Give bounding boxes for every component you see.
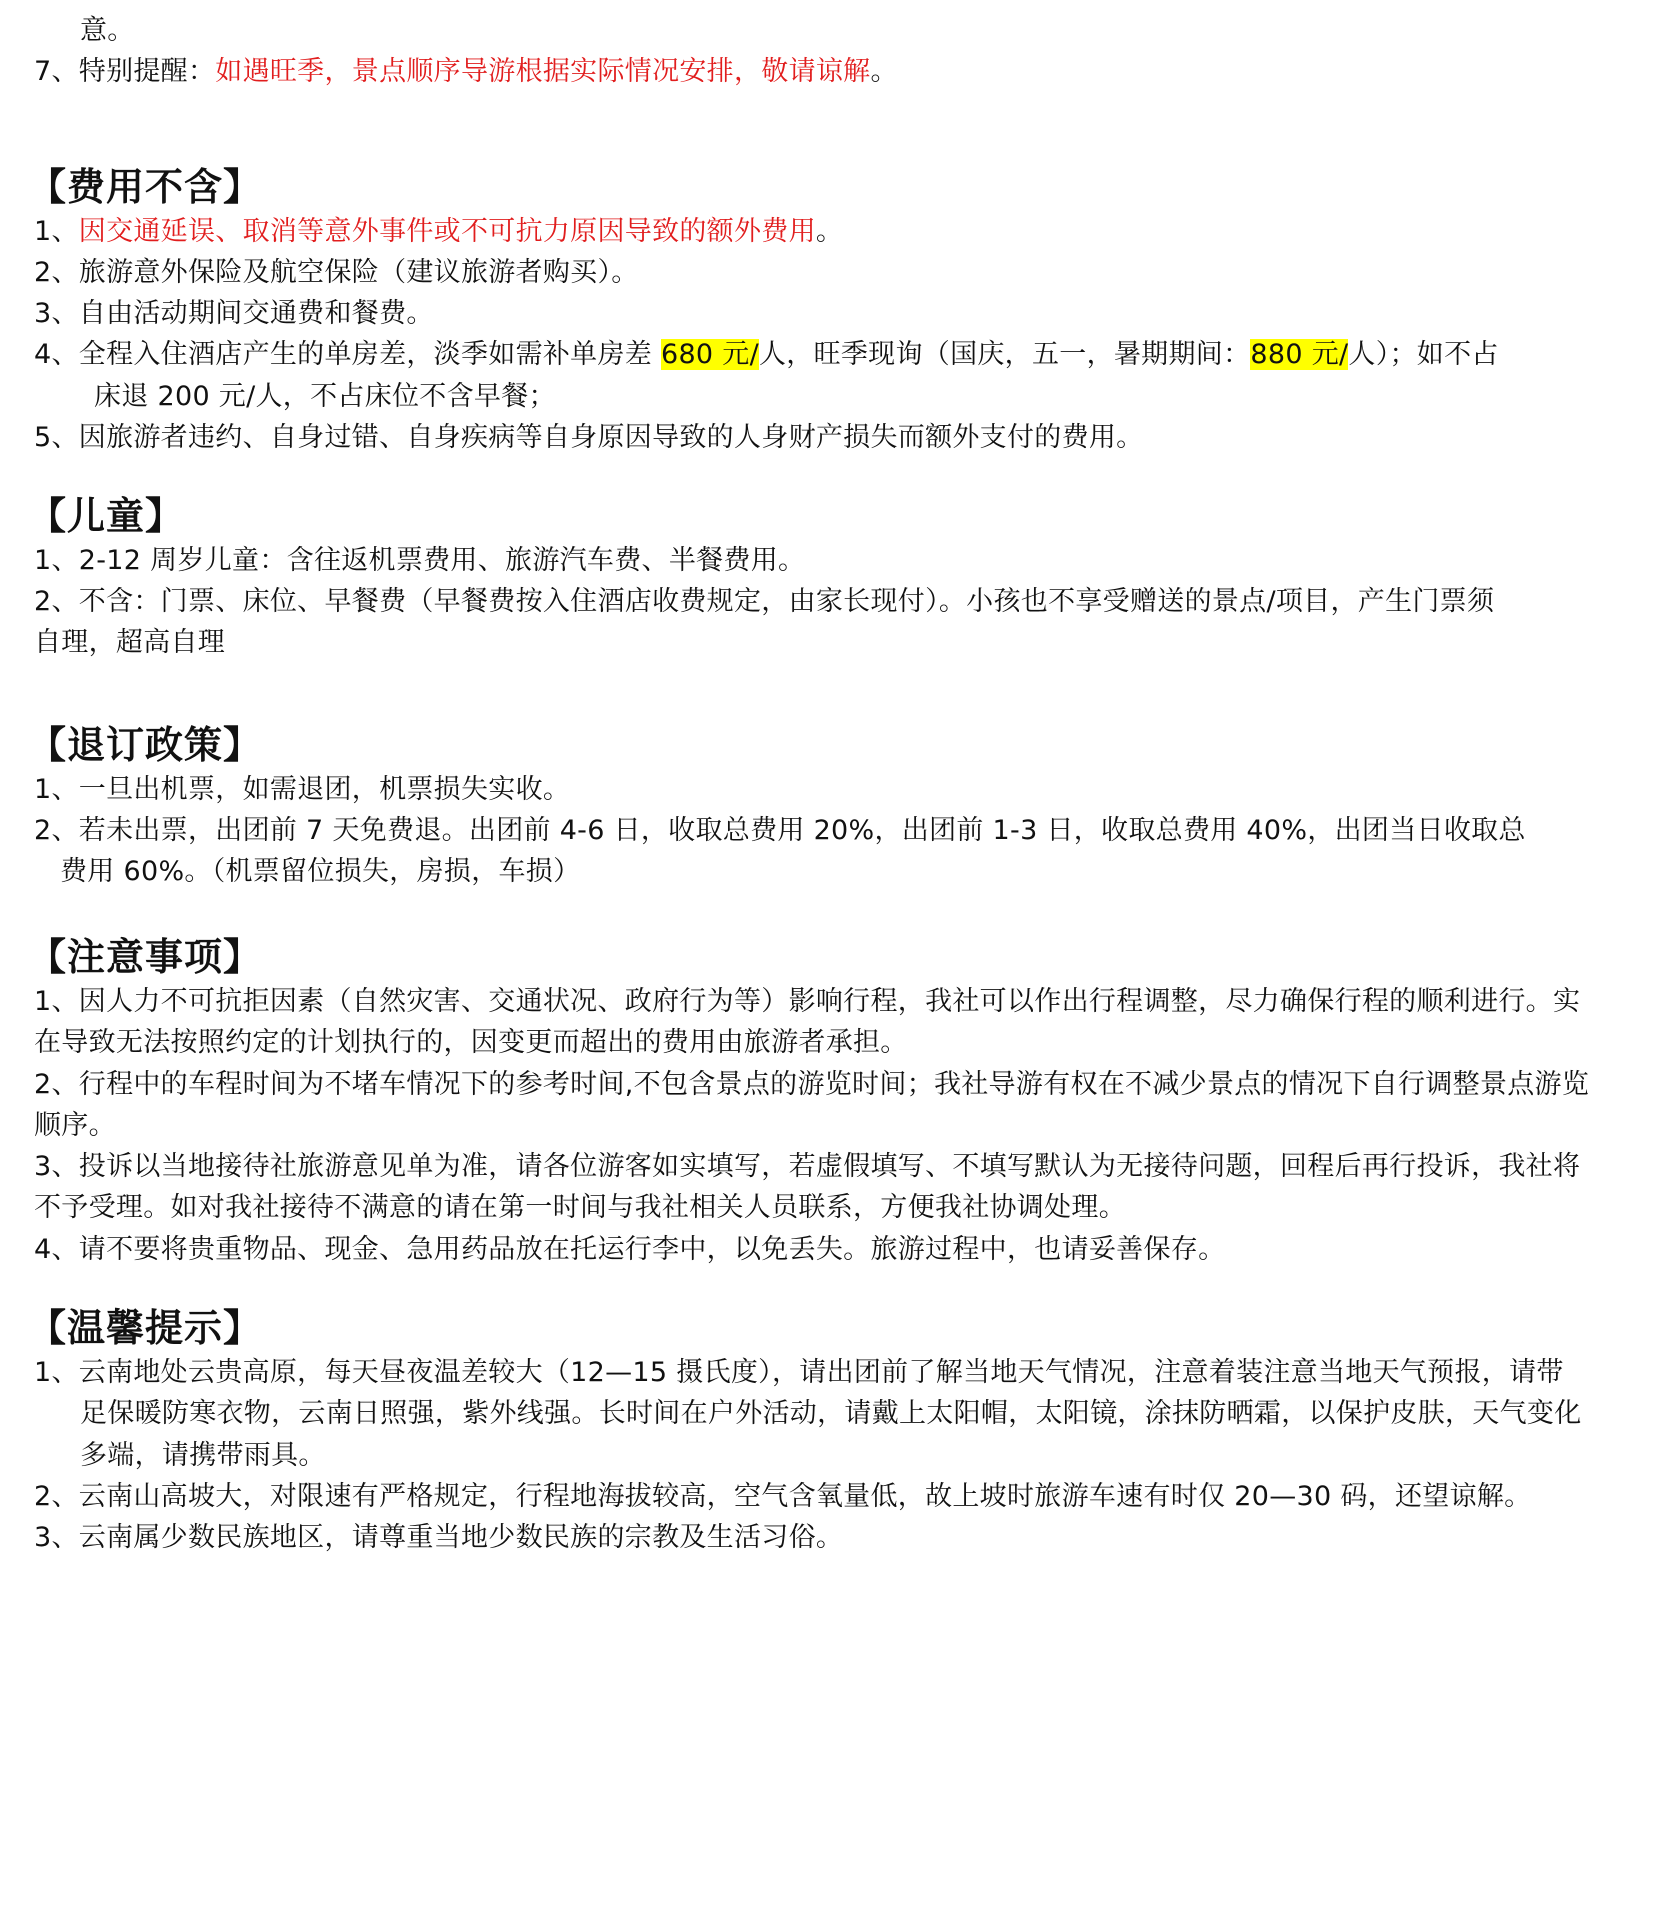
highlighted-price: 880 元/: [1250, 339, 1349, 370]
item-red-text: 如遇旺季，景点顺序导游根据实际情况安排，敬请谅解: [215, 56, 871, 87]
tips-item-1: 1、云南地处云贵高原，每天昼夜温差较大（12—15 摄氏度），请出团前了解当地天气情况，注意着装注意当地天气预报，请带: [34, 1357, 1564, 1388]
item-text: 4、全程入住酒店产生的单房差，淡季如需补单房差: [34, 339, 661, 370]
intro-line-tail: [80, 14, 135, 48]
tips-item-1-cont-2: 多端，请携带雨具。: [80, 1440, 326, 1471]
refund-heading: 【退订政策】: [28, 723, 263, 767]
children-item-1: 1、2-12 周岁儿童：含往返机票费用、旅游汽车费、半餐费用。: [34, 545, 806, 576]
notes-item-3: 3、投诉以当地接待社旅游意见单为准，请各位游客如实填写，若虚假填写、不填写默认为无接待问题，回程后再行投诉，我社将: [34, 1151, 1581, 1182]
notes-item-4: 4、请不要将贵重物品、现金、急用药品放在托运行李中，以免丢失。旅游过程中，也请妥善保存。: [34, 1234, 1226, 1265]
children-item-2: 2、不含：门票、床位、早餐费（早餐费按入住酒店收费规定，由家长现付）。小孩也不享受赠送的景点/项目，产生门票须: [34, 586, 1495, 617]
intro-item-7: [34, 55, 898, 89]
item-prefix: 1、: [34, 216, 79, 247]
fees-excluded-item-2: 2、旅游意外保险及航空保险（建议旅游者购买）。: [34, 257, 639, 288]
fees-excluded-heading: 【费用不含】: [28, 165, 263, 209]
tips-item-1-cont-1: 足保暖防寒衣物，云南日照强，紫外线强。长时间在户外活动，请戴上太阳帽，太阳镜，涂抹防晒霜，以保护皮肤，天气变化: [80, 1398, 1582, 1429]
fees-excluded-item-4: [34, 338, 1499, 372]
highlighted-price: 680 元/: [660, 339, 759, 370]
notes-item-1: 1、因人力不可抗拒因素（自然灾害、交通状况、政府行为等）影响行程，我社可以作出行程调整，尽力确保行程的顺利进行。实: [34, 986, 1581, 1017]
intro-tail-text: 意。: [80, 15, 135, 46]
tips-heading: 【温馨提示】: [28, 1306, 263, 1350]
tips-item-2: 2、云南山高坡大，对限速有严格规定，行程地海拔较高，空气含氧量低，故上坡时旅游车速有时仅 20—30 码，还望谅解。: [34, 1481, 1532, 1512]
refund-item-2-cont: 费用 60%。（机票留位损失，房损，车损）: [60, 856, 581, 887]
refund-item-1: 1、一旦出机票，如需退团，机票损失实收。: [34, 774, 571, 805]
fees-excluded-item-5: 5、因旅游者违约、自身过错、自身疾病等自身原因导致的人身财产损失而额外支付的费用。: [34, 422, 1144, 453]
fees-excluded-item-1: [34, 215, 843, 249]
notes-item-3-cont: 不予受理。如对我社接待不满意的请在第一时间与我社相关人员联系，方便我社协调处理。: [34, 1192, 1126, 1223]
notes-item-2-cont: 顺序。: [34, 1110, 116, 1141]
item-suffix: 。: [870, 56, 898, 87]
fees-excluded-item-3: 3、自由活动期间交通费和餐费。: [34, 298, 434, 329]
notes-item-1-cont: 在导致无法按照约定的计划执行的，因变更而超出的费用由旅游者承担。: [34, 1027, 908, 1058]
fees-excluded-item-4-cont: 床退 200 元/人，不占床位不含早餐；: [94, 381, 556, 412]
refund-item-2: 2、若未出票，出团前 7 天免费退。出团前 4-6 日，收取总费用 20%，出团前 1-3 日，收取总费用 40%，出团当日收取总: [34, 815, 1526, 846]
children-heading: 【儿童】: [28, 494, 185, 538]
notes-heading: 【注意事项】: [28, 935, 263, 979]
item-red-text: 因交通延误、取消等意外事件或不可抗力原因导致的额外费用: [78, 216, 816, 247]
tips-item-3: 3、云南属少数民族地区，请尊重当地少数民族的宗教及生活习俗。: [34, 1522, 844, 1553]
children-item-2-cont: 自理，超高自理: [34, 627, 226, 658]
item-prefix: 7、特别提醒：: [34, 56, 216, 87]
item-suffix: 。: [815, 216, 844, 247]
item-text: 人，旺季现询（国庆，五一，暑期期间：: [758, 339, 1251, 370]
item-text: 人）；如不占: [1348, 339, 1499, 370]
notes-item-2: 2、行程中的车程时间为不堵车情况下的参考时间,不包含景点的游览时间；我社导游有权在不减少景点的情况下自行调整景点游览: [34, 1069, 1590, 1100]
